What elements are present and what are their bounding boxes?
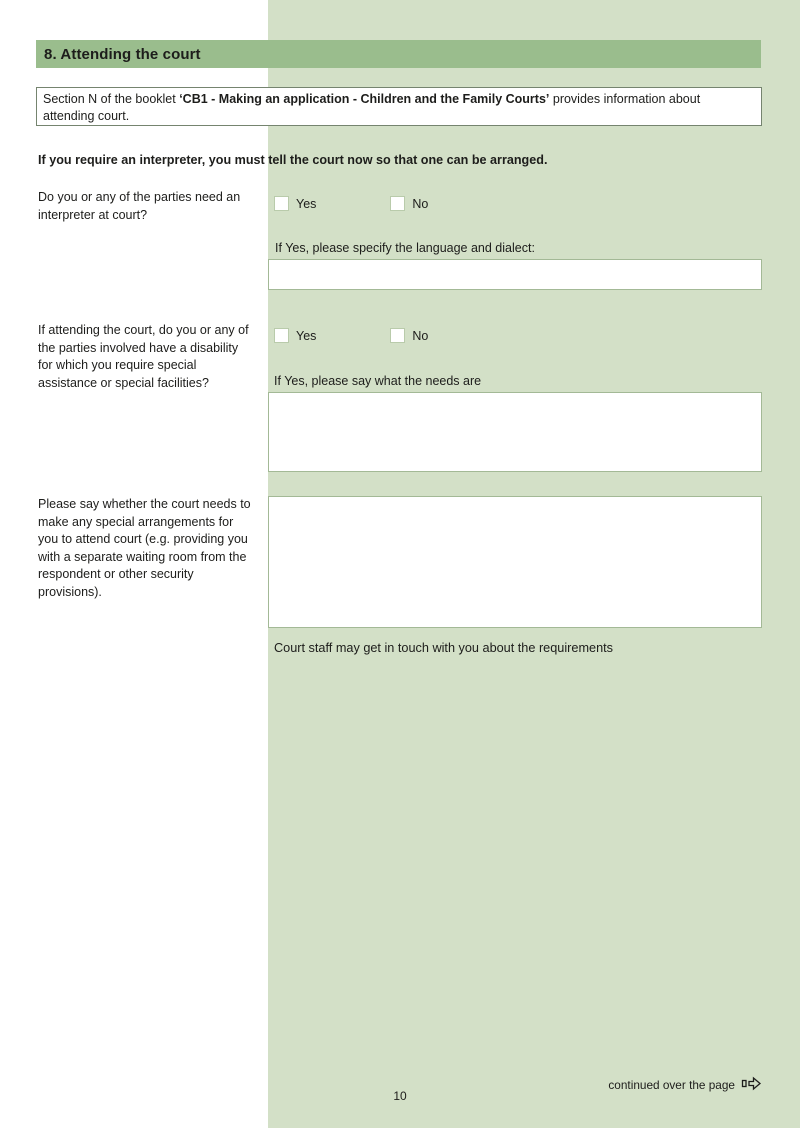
section-header-bar — [36, 40, 761, 68]
question-arrangements-label: Please say whether the court needs to make any special arrangements for you to attend court (e.g. providing you with a separate waiting room from the respondent or other security provisions). — [38, 497, 251, 599]
question-disability-label: If attending the court, do you or any of the parties involved have a disability for which you require special assistance or special facilities? — [38, 323, 249, 390]
interpreter-yes-checkbox[interactable] — [274, 196, 289, 211]
court-staff-note: Court staff may get in touch with you about the requirements — [274, 641, 613, 655]
language-dialect-input[interactable] — [268, 259, 762, 290]
interpreter-yes-label: Yes — [296, 196, 317, 211]
interpreter-notice: If you require an interpreter, you must tell the court now so that one can be arranged. — [38, 153, 548, 167]
special-arrangements-textarea[interactable] — [268, 496, 762, 628]
language-followup-label: If Yes, please specify the language and dialect: — [275, 241, 535, 255]
interpreter-no-label: No — [412, 196, 429, 211]
disability-no-label: No — [412, 328, 429, 343]
question-interpreter-label: Do you or any of the parties need an interpreter at court? — [38, 190, 241, 222]
disability-yes-checkbox[interactable] — [274, 328, 289, 343]
booklet-info-box — [36, 87, 762, 126]
booklet-name-bold: ‘CB1 - Making an application - Children and the Family Courts’ — [179, 92, 550, 106]
special-needs-textarea[interactable] — [268, 392, 762, 472]
info-text-prefix: Section N of the booklet — [43, 92, 180, 106]
section-title: 8. Attending the court — [44, 45, 201, 63]
info-text-suffix: provides information about attending court. — [43, 92, 701, 123]
disability-no-checkbox[interactable] — [390, 328, 405, 343]
continued-text: continued over the page — [608, 1078, 735, 1092]
disability-yes-no-row — [274, 328, 428, 343]
interpreter-no-checkbox[interactable] — [390, 196, 405, 211]
disability-yes-label: Yes — [296, 328, 317, 343]
page-number: 10 — [393, 1089, 407, 1103]
interpreter-yes-no-row — [274, 196, 428, 211]
needs-followup-label: If Yes, please say what the needs are — [274, 374, 482, 388]
